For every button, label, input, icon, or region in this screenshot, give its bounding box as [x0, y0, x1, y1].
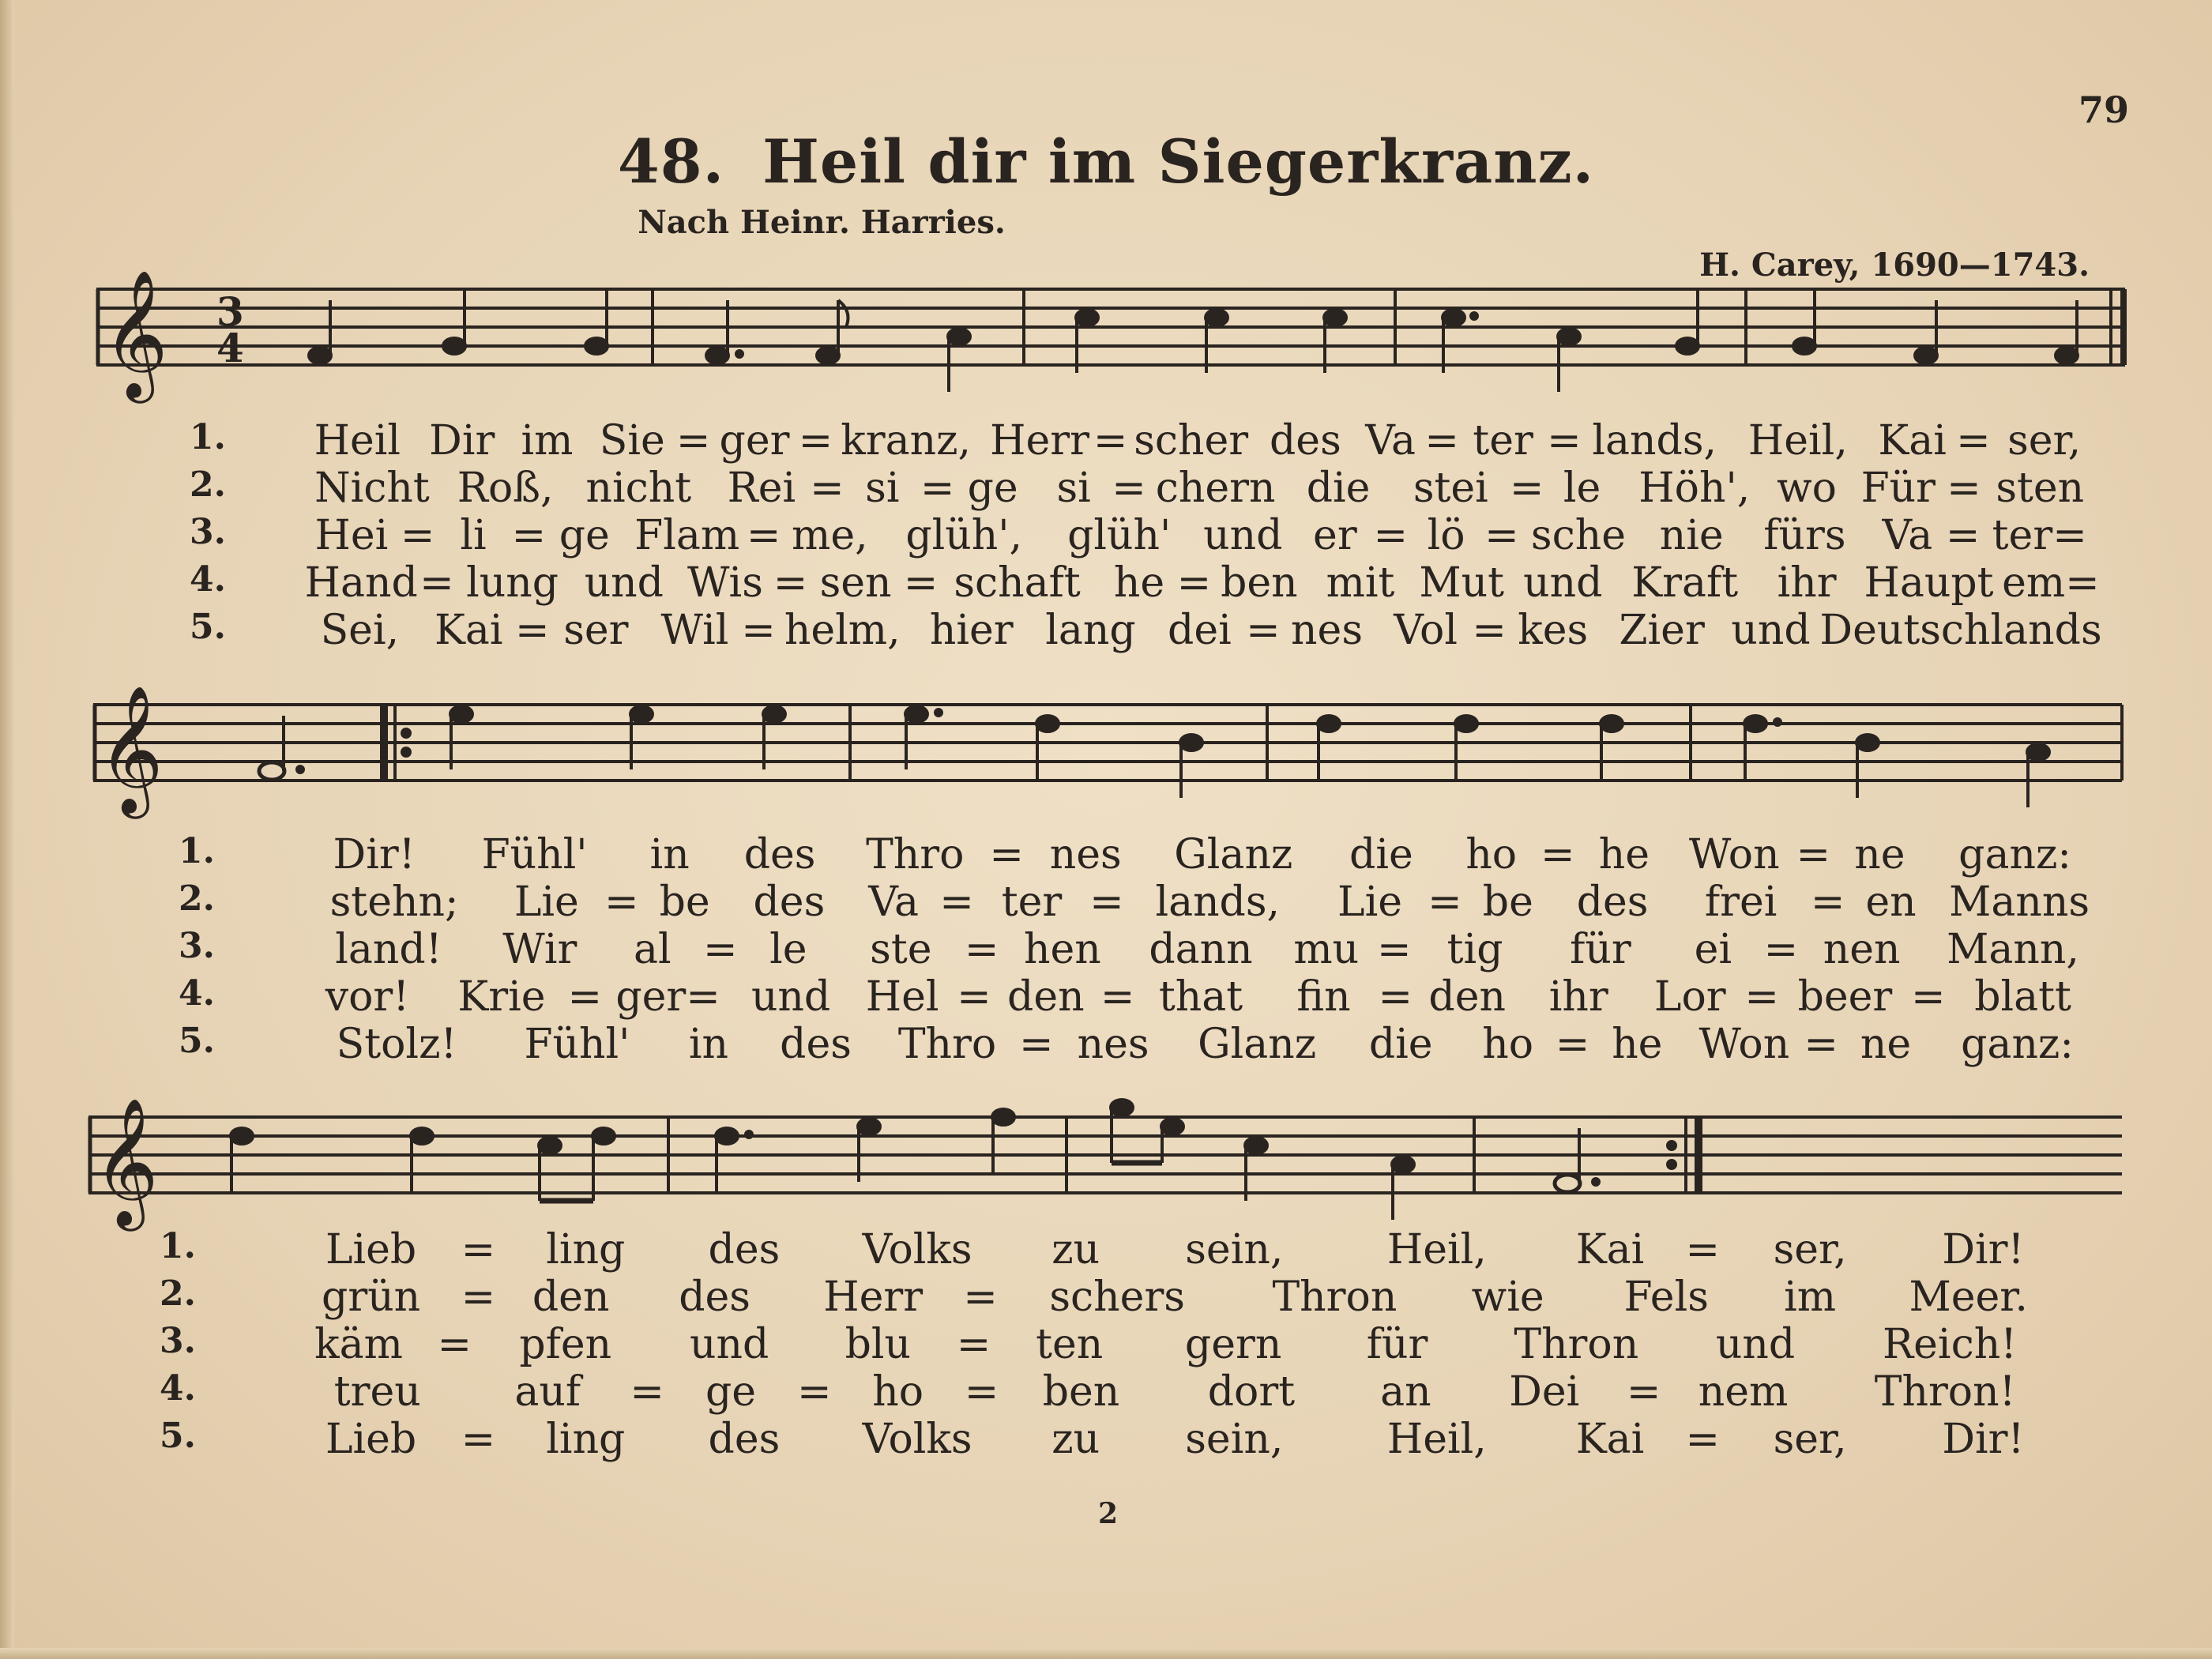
lyric-syllable: ger=	[615, 973, 720, 1021]
lyric-syllable: Va	[868, 878, 920, 926]
lyric-syllable: Volks	[862, 1226, 972, 1273]
syllable-hyphen: =	[1093, 417, 1128, 465]
lyric-syllable: fürs	[1763, 512, 1846, 559]
lyric-syllable: wie	[1471, 1273, 1544, 1321]
syllable-hyphen: =	[1472, 607, 1507, 654]
lyric-syllable: that	[1158, 973, 1243, 1021]
lyric-syllable: des	[780, 1021, 852, 1068]
syllable-hyphen: =	[746, 512, 781, 559]
lyric-syllable: hier	[929, 607, 1014, 654]
lyric-syllable: ganz:	[1961, 1021, 2074, 1068]
syllable-hyphen: =	[741, 607, 776, 654]
lyric-syllable: ser,	[1773, 1416, 1847, 1463]
syllable-hyphen: =	[1373, 512, 1409, 559]
lyric-syllable: beer	[1797, 973, 1893, 1021]
lyric-syllable: sche	[1530, 512, 1627, 559]
lyric-syllable: Lor	[1653, 973, 1726, 1021]
syllable-hyphen: =	[1484, 512, 1519, 559]
lyric-syllable: Für	[1860, 465, 1936, 512]
lyric-syllable: li	[460, 512, 487, 559]
lyric-syllable: Wir	[502, 926, 577, 973]
syllable-hyphen: =	[437, 1321, 472, 1368]
lyric-syllable: nen	[1823, 926, 1901, 973]
lyric-syllable: be	[659, 878, 710, 926]
lyric-syllable: des	[753, 878, 826, 926]
lyric-syllable: lands,	[1155, 878, 1281, 926]
syllable-hyphen: =	[903, 559, 939, 607]
lyric-syllable: zu	[1051, 1416, 1100, 1463]
syllable-hyphen: =	[773, 559, 808, 607]
verse-number: 5.	[160, 1416, 196, 1456]
lyric-syllable: Fühl'	[481, 831, 588, 878]
lyricist-credit: Nach Heinr. Harries.	[638, 204, 1006, 241]
lyric-syllable: Kraft	[1631, 559, 1739, 607]
lyric-syllable: sen	[819, 559, 892, 607]
syllable-hyphen: =	[630, 1368, 664, 1416]
lyric-syllable: blu	[845, 1321, 912, 1368]
lyric-syllable: des	[708, 1416, 781, 1463]
lyric-syllable: des	[743, 831, 816, 878]
lyric-syllable: und	[690, 1321, 769, 1368]
lyric-syllable: frei	[1704, 878, 1778, 926]
syllable-hyphen: =	[1810, 878, 1845, 926]
lyric-syllable: en	[1865, 878, 1917, 926]
syllable-hyphen: =	[675, 417, 711, 465]
lyric-syllable: Reich!	[1883, 1321, 2018, 1368]
lyric-syllable: kranz,	[841, 417, 972, 465]
lyric-syllable: die	[1306, 465, 1371, 512]
lyric-syllable: des	[1576, 878, 1649, 926]
lyric-syllable: nem	[1698, 1368, 1789, 1416]
lyric-syllable: Lie	[1337, 878, 1402, 926]
page-number: 79	[2078, 88, 2129, 131]
lyric-syllable: ei	[1694, 926, 1732, 973]
lyric-syllable: Roß,	[457, 465, 554, 512]
lyric-syllable: und	[1203, 512, 1283, 559]
lyric-syllable: Lieb	[325, 1226, 417, 1273]
lyric-syllable: Hel	[865, 973, 939, 1021]
lyric-syllable: Dir!	[333, 831, 416, 878]
syllable-hyphen: =	[461, 1273, 496, 1321]
verse-number: 4.	[179, 973, 215, 1014]
time-signature-top: 3	[216, 288, 244, 335]
syllable-hyphen: =	[1089, 878, 1124, 926]
lyric-syllable: Wis	[687, 559, 763, 607]
lyric-syllable: auf	[514, 1368, 581, 1416]
signature-mark: 2	[1098, 1497, 1119, 1530]
syllable-hyphen: =	[1428, 878, 1462, 926]
syllable-hyphen: =	[461, 1416, 496, 1463]
lyric-syllable: ho	[1482, 1021, 1534, 1068]
syllable-hyphen: =	[604, 878, 639, 926]
lyric-syllable: Deutschlands	[1819, 607, 2102, 654]
lyric-syllable: ser,	[2007, 417, 2082, 465]
lyric-syllable: Thro	[866, 831, 965, 878]
lyric-syllable: Fels	[1623, 1273, 1709, 1321]
lyric-syllable: Dir	[429, 417, 495, 465]
syllable-hyphen: =	[1945, 512, 1981, 559]
lyric-syllable: zu	[1051, 1226, 1100, 1273]
lyric-syllable: ganz:	[1958, 831, 2071, 878]
verse-number: 5.	[179, 1021, 215, 1061]
lyric-syllable: kes	[1518, 607, 1589, 654]
syllable-hyphen: =	[419, 559, 454, 607]
lyric-syllable: an	[1380, 1368, 1431, 1416]
lyric-syllable: stehn;	[329, 878, 459, 926]
lyric-syllable: wo	[1777, 465, 1837, 512]
lyric-syllable: be	[1482, 878, 1533, 926]
lyric-syllable: al	[633, 926, 672, 973]
lyric-syllable: ge	[705, 1368, 757, 1416]
syllable-hyphen: =	[461, 1226, 496, 1273]
verse-number: 2.	[179, 878, 215, 919]
lyric-syllable: Rei	[727, 465, 796, 512]
lyric-syllable: den	[532, 1273, 610, 1321]
lyric-syllable: ter	[1001, 878, 1063, 926]
lyric-syllable: helm,	[784, 607, 901, 654]
lyric-syllable: Krie	[457, 973, 546, 1021]
lyric-syllable: ter	[1473, 417, 1533, 465]
lyric-syllable: Dei	[1509, 1368, 1580, 1416]
lyric-syllable: ling	[546, 1416, 626, 1463]
lyric-syllable: Thron	[1272, 1273, 1398, 1321]
lyric-syllable: dei	[1168, 607, 1232, 654]
lyric-syllable: sein,	[1185, 1226, 1284, 1273]
treble-clef-icon: 𝄞	[93, 1097, 159, 1226]
syllable-hyphen: =	[964, 1368, 999, 1416]
song-title	[0, 126, 2212, 197]
lyric-syllable: lands,	[1592, 417, 1717, 465]
syllable-hyphen: =	[920, 465, 955, 512]
lyric-syllable: ihr	[1777, 559, 1837, 607]
verse-number: 3.	[160, 1321, 196, 1361]
lyric-syllable: he	[1612, 1021, 1663, 1068]
lyric-syllable: tig	[1446, 926, 1503, 973]
lyric-syllable: Mut	[1419, 559, 1504, 607]
syllable-hyphen: =	[1019, 1021, 1054, 1068]
lyric-syllable: chern	[1155, 465, 1276, 512]
lyric-syllable: Thro	[897, 1021, 997, 1068]
syllable-hyphen: =	[1796, 831, 1831, 878]
treble-clef-icon: 𝄞	[103, 269, 168, 398]
lyric-syllable: sten	[1996, 465, 2085, 512]
lyric-syllable: im	[1784, 1273, 1837, 1321]
lyric-syllable: Volks	[862, 1416, 972, 1463]
lyric-syllable: in	[688, 1021, 729, 1068]
verse-number: 4.	[160, 1368, 196, 1409]
lyric-syllable: scher	[1134, 417, 1249, 465]
music-staff-3	[0, 1089, 2212, 1247]
song-title-text: Heil dir im Siegerkranz.	[762, 126, 1595, 197]
syllable-hyphen: =	[810, 465, 845, 512]
syllable-hyphen: =	[1176, 559, 1212, 607]
music-staff-1	[0, 261, 2212, 419]
lyric-syllable: ben	[1042, 1368, 1120, 1416]
lyric-syllable: Herr	[990, 417, 1089, 465]
lyric-syllable: stei	[1413, 465, 1488, 512]
lyric-syllable: dort	[1207, 1368, 1296, 1416]
lyric-syllable: ihr	[1548, 973, 1608, 1021]
lyric-syllable: Heil	[314, 417, 401, 465]
syllable-hyphen: =	[1424, 417, 1459, 465]
syllable-hyphen: =	[989, 831, 1024, 878]
lyric-syllable: und	[584, 559, 664, 607]
lyric-syllable: Hand	[304, 559, 418, 607]
lyric-syllable: ter=	[1992, 512, 2087, 559]
lyric-syllable: Thron!	[1874, 1368, 2016, 1416]
lyric-syllable: le	[769, 926, 807, 973]
lyric-syllable: ben	[1221, 559, 1298, 607]
lyric-syllable: Kai	[434, 607, 503, 654]
lyric-syllable: ne	[1860, 1021, 1912, 1068]
lyric-syllable: den	[1428, 973, 1506, 1021]
lyric-syllable: me,	[792, 512, 868, 559]
lyric-syllable: Vol	[1394, 607, 1458, 654]
lyric-syllable: gern	[1184, 1321, 1282, 1368]
lyric-syllable: und	[750, 973, 831, 1021]
syllable-hyphen: =	[1947, 465, 1981, 512]
lyric-syllable: pfen	[519, 1321, 612, 1368]
lyric-syllable: mu	[1293, 926, 1360, 973]
lyric-syllable: Mann,	[1947, 926, 2079, 973]
song-number: 48.	[617, 126, 725, 197]
lyric-syllable: fin	[1296, 973, 1351, 1021]
lyric-syllable: ge	[559, 512, 610, 559]
time-signature-bottom: 4	[216, 325, 244, 371]
lyric-syllable: des	[708, 1226, 781, 1273]
lyric-syllable: ne	[1854, 831, 1905, 878]
syllable-hyphen: =	[1685, 1226, 1721, 1273]
verse-number: 1.	[179, 831, 215, 871]
lyric-syllable: ten	[1036, 1321, 1104, 1368]
syllable-hyphen: =	[964, 926, 999, 973]
lyric-syllable: si	[1056, 465, 1091, 512]
lyric-syllable: glüh',	[905, 512, 1023, 559]
lyric-syllable: des	[1270, 417, 1341, 465]
syllable-hyphen: =	[1555, 1021, 1590, 1068]
syllable-hyphen: =	[1509, 465, 1544, 512]
lyric-syllable: Nicht	[314, 465, 430, 512]
syllable-hyphen: =	[511, 512, 547, 559]
lyric-syllable: hen	[1024, 926, 1101, 973]
syllable-hyphen: =	[515, 607, 550, 654]
syllable-hyphen: =	[1378, 973, 1413, 1021]
syllable-hyphen: =	[1626, 1368, 1661, 1416]
lyric-syllable: ger	[719, 417, 790, 465]
lyric-syllable: Stolz!	[336, 1021, 457, 1068]
lyric-syllable: Sie	[599, 417, 665, 465]
lyric-syllable: sein,	[1185, 1416, 1284, 1463]
verse-number: 5.	[190, 607, 226, 647]
lyric-syllable: Va	[1365, 417, 1416, 465]
lyric-syllable: si	[865, 465, 900, 512]
lyric-syllable: nes	[1291, 607, 1364, 654]
syllable-hyphen: =	[703, 926, 738, 973]
lyric-syllable: Zier	[1619, 607, 1705, 654]
page-edge-bottom	[0, 1648, 2212, 1659]
syllable-hyphen: =	[567, 973, 603, 1021]
lyric-syllable: land!	[335, 926, 442, 973]
lyric-syllable: schers	[1049, 1273, 1185, 1321]
lyric-syllable: für	[1570, 926, 1631, 973]
lyric-syllable: schaft	[954, 559, 1081, 607]
verse-number: 1.	[160, 1226, 196, 1266]
lyric-syllable: nes	[1077, 1021, 1149, 1068]
lyric-syllable: nicht	[585, 465, 692, 512]
lyric-syllable: ho	[872, 1368, 924, 1416]
lyric-syllable: Lieb	[325, 1416, 417, 1463]
lyric-syllable: ling	[546, 1226, 626, 1273]
lyric-syllable: Wil	[660, 607, 729, 654]
lyric-syllable: he	[1598, 831, 1650, 878]
lyric-syllable: Kai	[1575, 1226, 1645, 1273]
lyric-syllable: le	[1563, 465, 1601, 512]
lyric-syllable: Heil,	[1386, 1226, 1487, 1273]
lyric-syllable: dann	[1149, 926, 1253, 973]
lyric-syllable: den	[1007, 973, 1085, 1021]
music-staff-2	[0, 676, 2212, 834]
syllable-hyphen: =	[1804, 1021, 1838, 1068]
lyric-syllable: blatt	[1974, 973, 2071, 1021]
treble-clef-icon: 𝄞	[98, 685, 164, 814]
lyric-syllable: Heil,	[1386, 1416, 1487, 1463]
lyric-syllable: des	[679, 1273, 750, 1321]
lyric-syllable: Dir!	[1942, 1416, 2025, 1463]
lyric-syllable: ser	[563, 607, 629, 654]
syllable-hyphen: =	[1763, 926, 1799, 973]
lyric-syllable: lang	[1045, 607, 1136, 654]
lyric-syllable: grün	[322, 1273, 421, 1321]
verse-number: 3.	[190, 512, 226, 552]
lyric-syllable: Glanz	[1198, 1021, 1317, 1068]
lyric-syllable: und	[1523, 559, 1603, 607]
syllable-hyphen: =	[956, 1321, 991, 1368]
lyric-syllable: käm	[314, 1321, 403, 1368]
lyric-syllable: Manns	[1949, 878, 2090, 926]
lyric-syllable: mit	[1326, 559, 1395, 607]
lyric-syllable: Kai	[1878, 417, 1947, 465]
syllable-hyphen: =	[400, 512, 435, 559]
lyric-syllable: im	[521, 417, 574, 465]
lyric-syllable: ge	[967, 465, 1018, 512]
lyric-syllable: Won	[1688, 831, 1780, 878]
lyric-syllable: Meer.	[1909, 1273, 2028, 1321]
lyric-syllable: Thron	[1514, 1321, 1639, 1368]
lyric-syllable: Lie	[514, 878, 579, 926]
lyric-syllable: lung	[466, 559, 559, 607]
verse-number: 2.	[190, 465, 226, 505]
lyric-syllable: glüh'	[1067, 512, 1172, 559]
syllable-hyphen: =	[798, 417, 833, 465]
lyric-syllable: Höh',	[1638, 465, 1751, 512]
lyric-syllable: Kai	[1575, 1416, 1645, 1463]
syllable-hyphen: =	[797, 1368, 832, 1416]
verse-number: 3.	[179, 926, 215, 966]
syllable-hyphen: =	[1956, 417, 1991, 465]
syllable-hyphen: =	[939, 878, 974, 926]
verse-number: 1.	[190, 417, 226, 457]
lyric-syllable: Herr	[823, 1273, 924, 1321]
syllable-hyphen: =	[1246, 607, 1281, 654]
lyric-syllable: Flam	[634, 512, 740, 559]
syllable-hyphen: =	[1540, 831, 1575, 878]
lyric-syllable: in	[649, 831, 690, 878]
verse-number: 2.	[160, 1273, 196, 1314]
lyric-syllable: ho	[1465, 831, 1518, 878]
lyric-syllable: Sei,	[320, 607, 400, 654]
lyric-syllable: Heil,	[1747, 417, 1848, 465]
lyric-syllable: nie	[1659, 512, 1724, 559]
lyric-syllable: die	[1368, 1021, 1433, 1068]
syllable-hyphen: =	[1910, 973, 1946, 1021]
lyric-syllable: nes	[1049, 831, 1122, 878]
lyric-syllable: Won	[1698, 1021, 1790, 1068]
syllable-hyphen: =	[1744, 973, 1779, 1021]
lyric-syllable: Haupt	[1864, 559, 1994, 607]
lyric-syllable: Dir!	[1942, 1226, 2025, 1273]
lyric-syllable: Hei	[314, 512, 389, 559]
lyric-syllable: vor!	[325, 973, 410, 1021]
lyric-syllable: ste	[870, 926, 932, 973]
lyric-syllable: die	[1349, 831, 1413, 878]
lyric-syllable: treu	[333, 1368, 421, 1416]
syllable-hyphen: =	[963, 1273, 998, 1321]
lyric-syllable: und	[1715, 1321, 1796, 1368]
lyric-syllable: Glanz	[1174, 831, 1293, 878]
lyric-syllable: und	[1731, 607, 1811, 654]
syllable-hyphen: =	[1376, 926, 1412, 973]
composer-credit: H. Carey, 1690—1743.	[1699, 246, 2090, 284]
syllable-hyphen: =	[1100, 973, 1135, 1021]
lyric-syllable: em=	[2002, 559, 2100, 607]
lyric-syllable: Fühl'	[524, 1021, 630, 1068]
syllable-hyphen: =	[957, 973, 991, 1021]
verse-number: 4.	[190, 559, 226, 600]
lyric-syllable: für	[1366, 1321, 1428, 1368]
lyric-syllable: er	[1313, 512, 1357, 559]
syllable-hyphen: =	[1685, 1416, 1721, 1463]
lyric-syllable: he	[1113, 559, 1165, 607]
lyric-syllable: ser,	[1773, 1226, 1847, 1273]
syllable-hyphen: =	[1547, 417, 1582, 465]
lyric-syllable: lö	[1427, 512, 1465, 559]
lyric-syllable: Va	[1882, 512, 1933, 559]
syllable-hyphen: =	[1112, 465, 1146, 512]
